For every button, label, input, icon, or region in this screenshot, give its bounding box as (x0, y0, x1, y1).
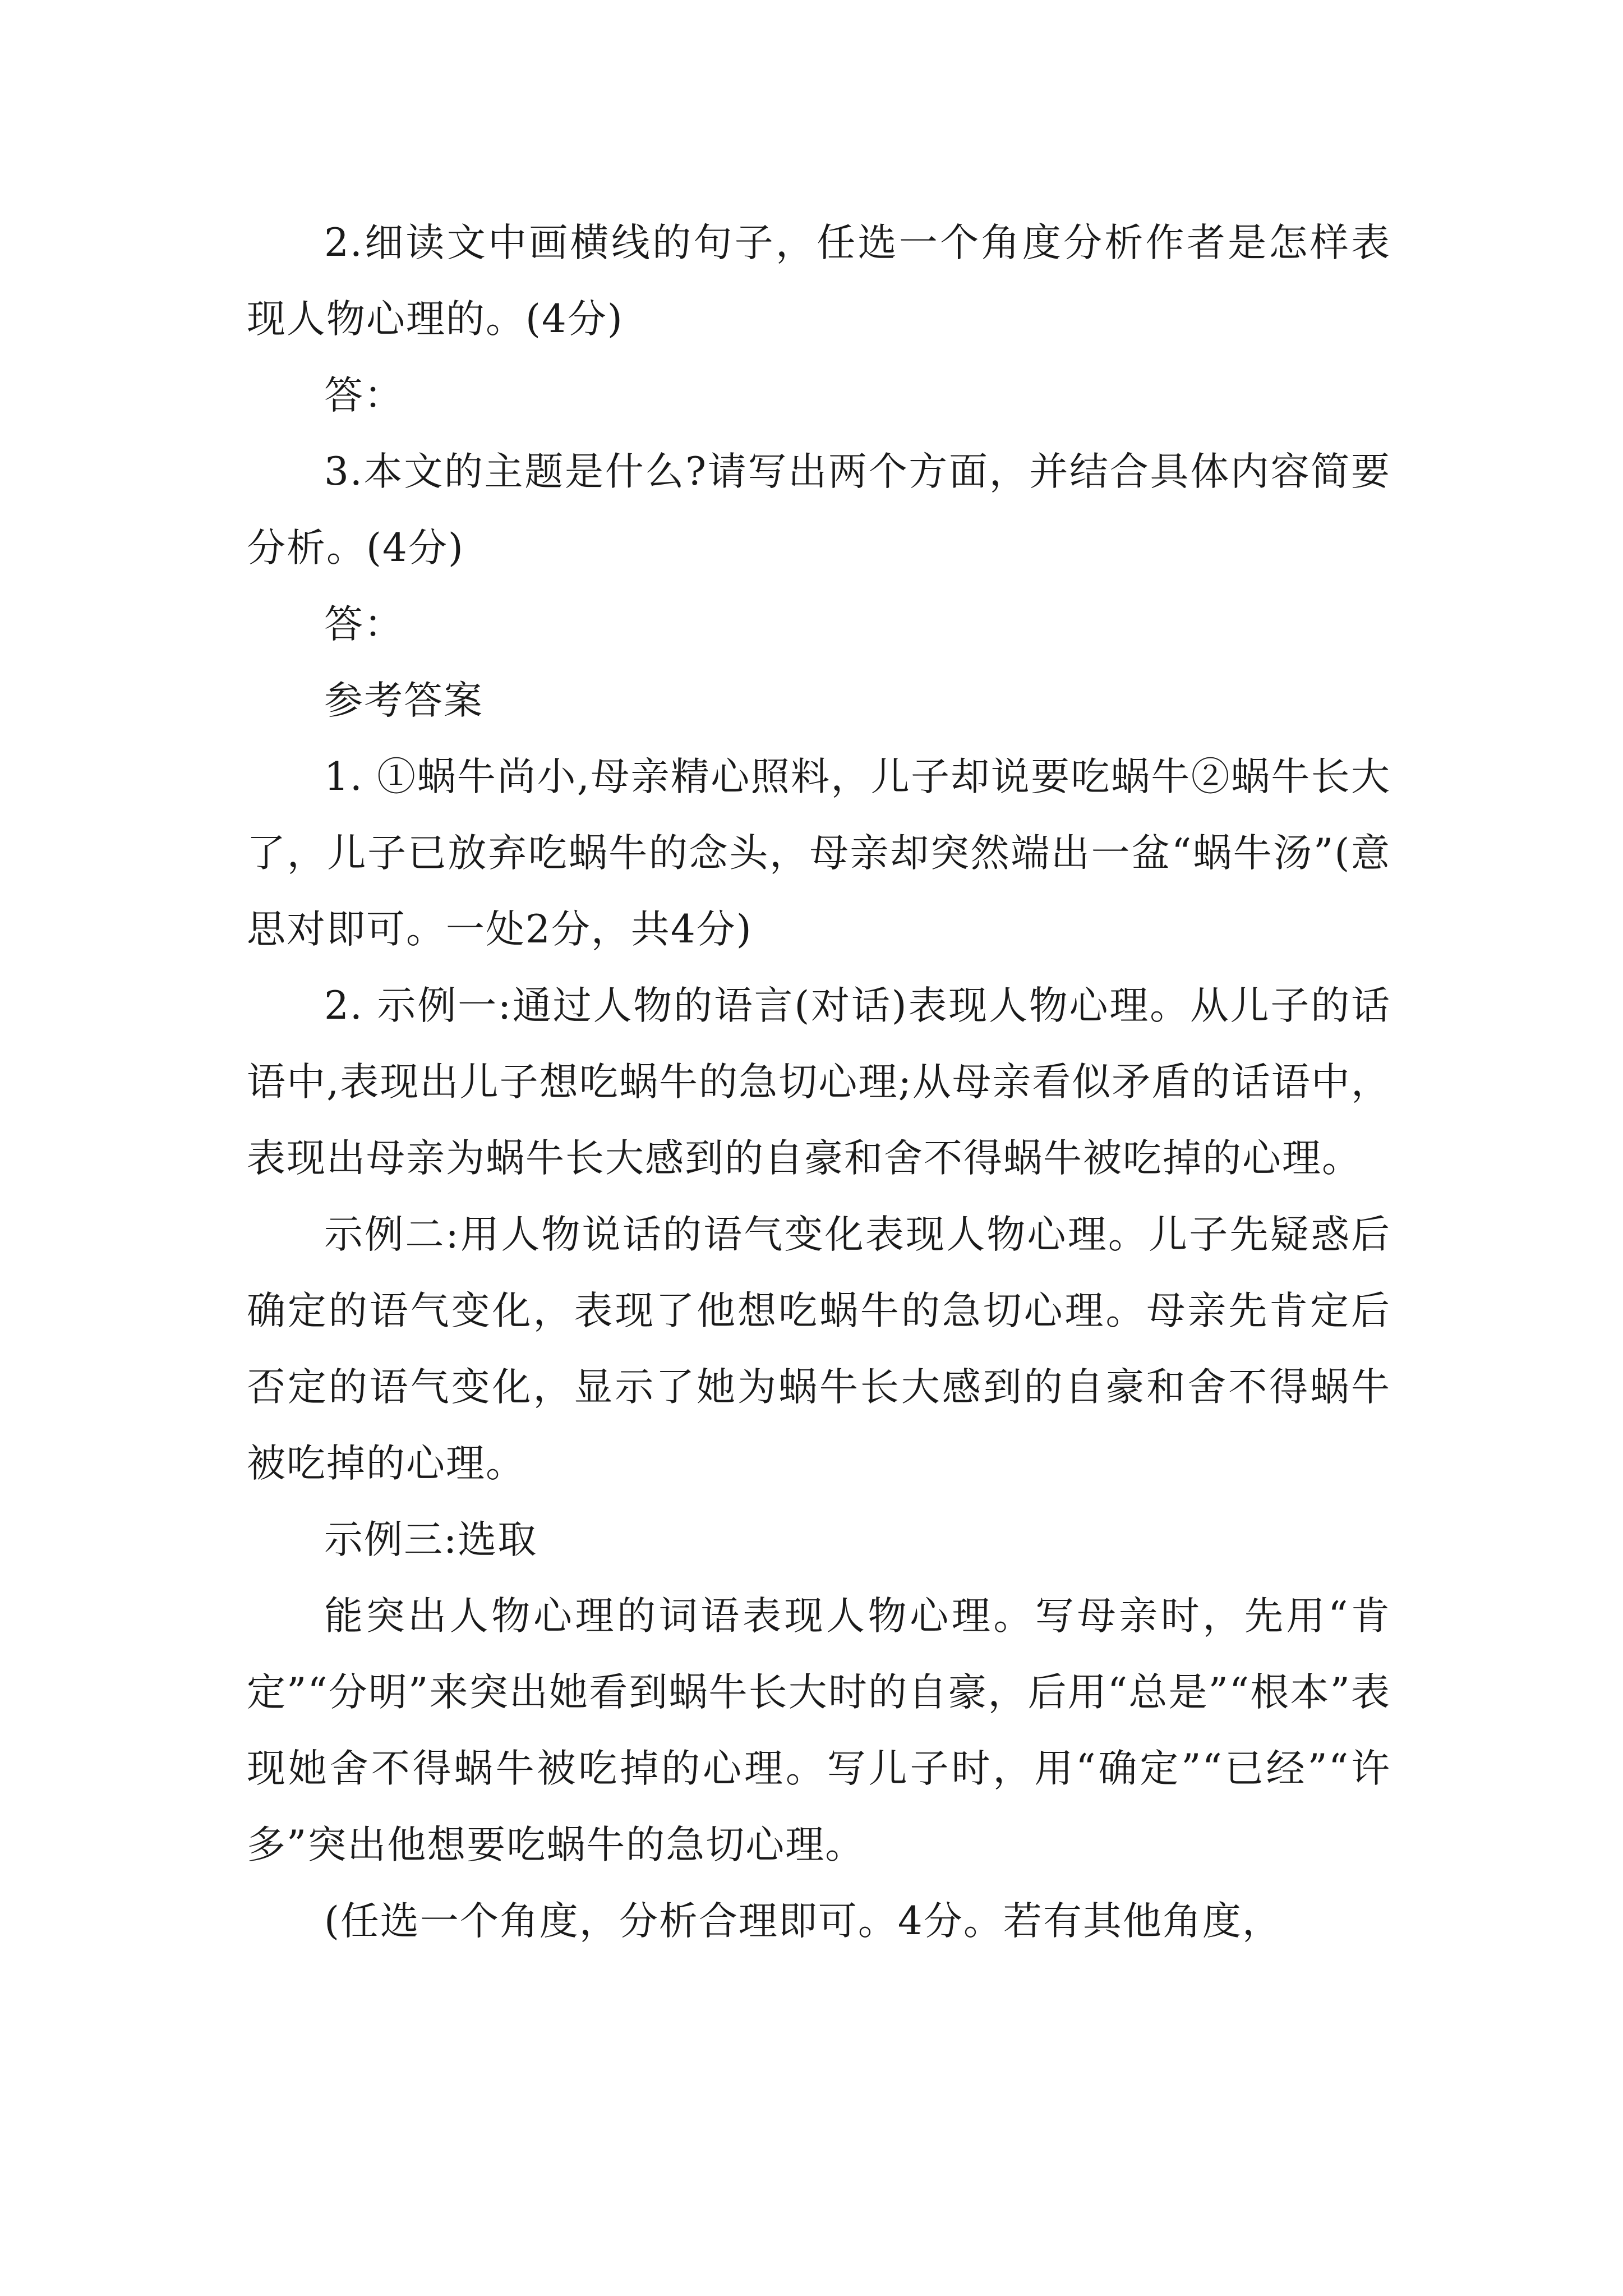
scoring-note: (任选一个角度，分析合理即可。4分。若有其他角度， (324, 1899, 1282, 1944)
document-body (247, 205, 1391, 1959)
answer-2-example-3: 能突出人物心理的词语表现人物心理。写母亲时，先用“肯定”“分明”来突出她看到蜗牛长大时的自豪，后用“总是”“根本”表现她舍不得蜗牛被吃掉的心理。写儿子时，用“确定”“已经”“许多”突出他想要吃蜗牛的急切心理。 (247, 1594, 1391, 1867)
answer-2-example-2: 示例二:用人物说话的语气变化表现人物心理。儿子先疑惑后确定的语气变化，表现了他想吃蜗牛的急切心理。母亲先肯定后否定的语气变化，显示了她为蜗牛长大感到的自豪和舍不得蜗牛被吃掉的心理。 (247, 1212, 1391, 1486)
answer-label-2: 答： (324, 373, 404, 418)
answer-2-example-3-heading: 示例三:选取 (324, 1517, 538, 1562)
question-3: 3.本文的主题是什么?请写出两个方面，并结合具体内容简要分析。(4分) (247, 449, 1391, 570)
reference-answer-heading: 参考答案 (324, 678, 483, 723)
question-2: 2.细读文中画横线的句子，任选一个角度分析作者是怎样表现人物心理的。(4分) (247, 220, 1391, 342)
answer-1: 1. ①蜗牛尚小,母亲精心照料，儿子却说要吃蜗牛②蜗牛长大了，儿子已放弃吃蜗牛的念头，母亲却突然端出一盆“蜗牛汤”(意思对即可。一处2分，共4分) (247, 754, 1391, 952)
answer-2-example-1: 2. 示例一:通过人物的语言(对话)表现人物心理。从儿子的话语中,表现出儿子想吃蜗牛的急切心理;从母亲看似矛盾的话语中，表现出母亲为蜗牛长大感到的自豪和舍不得蜗牛被吃掉的心理。 (247, 983, 1391, 1181)
answer-label-3: 答： (324, 602, 404, 647)
